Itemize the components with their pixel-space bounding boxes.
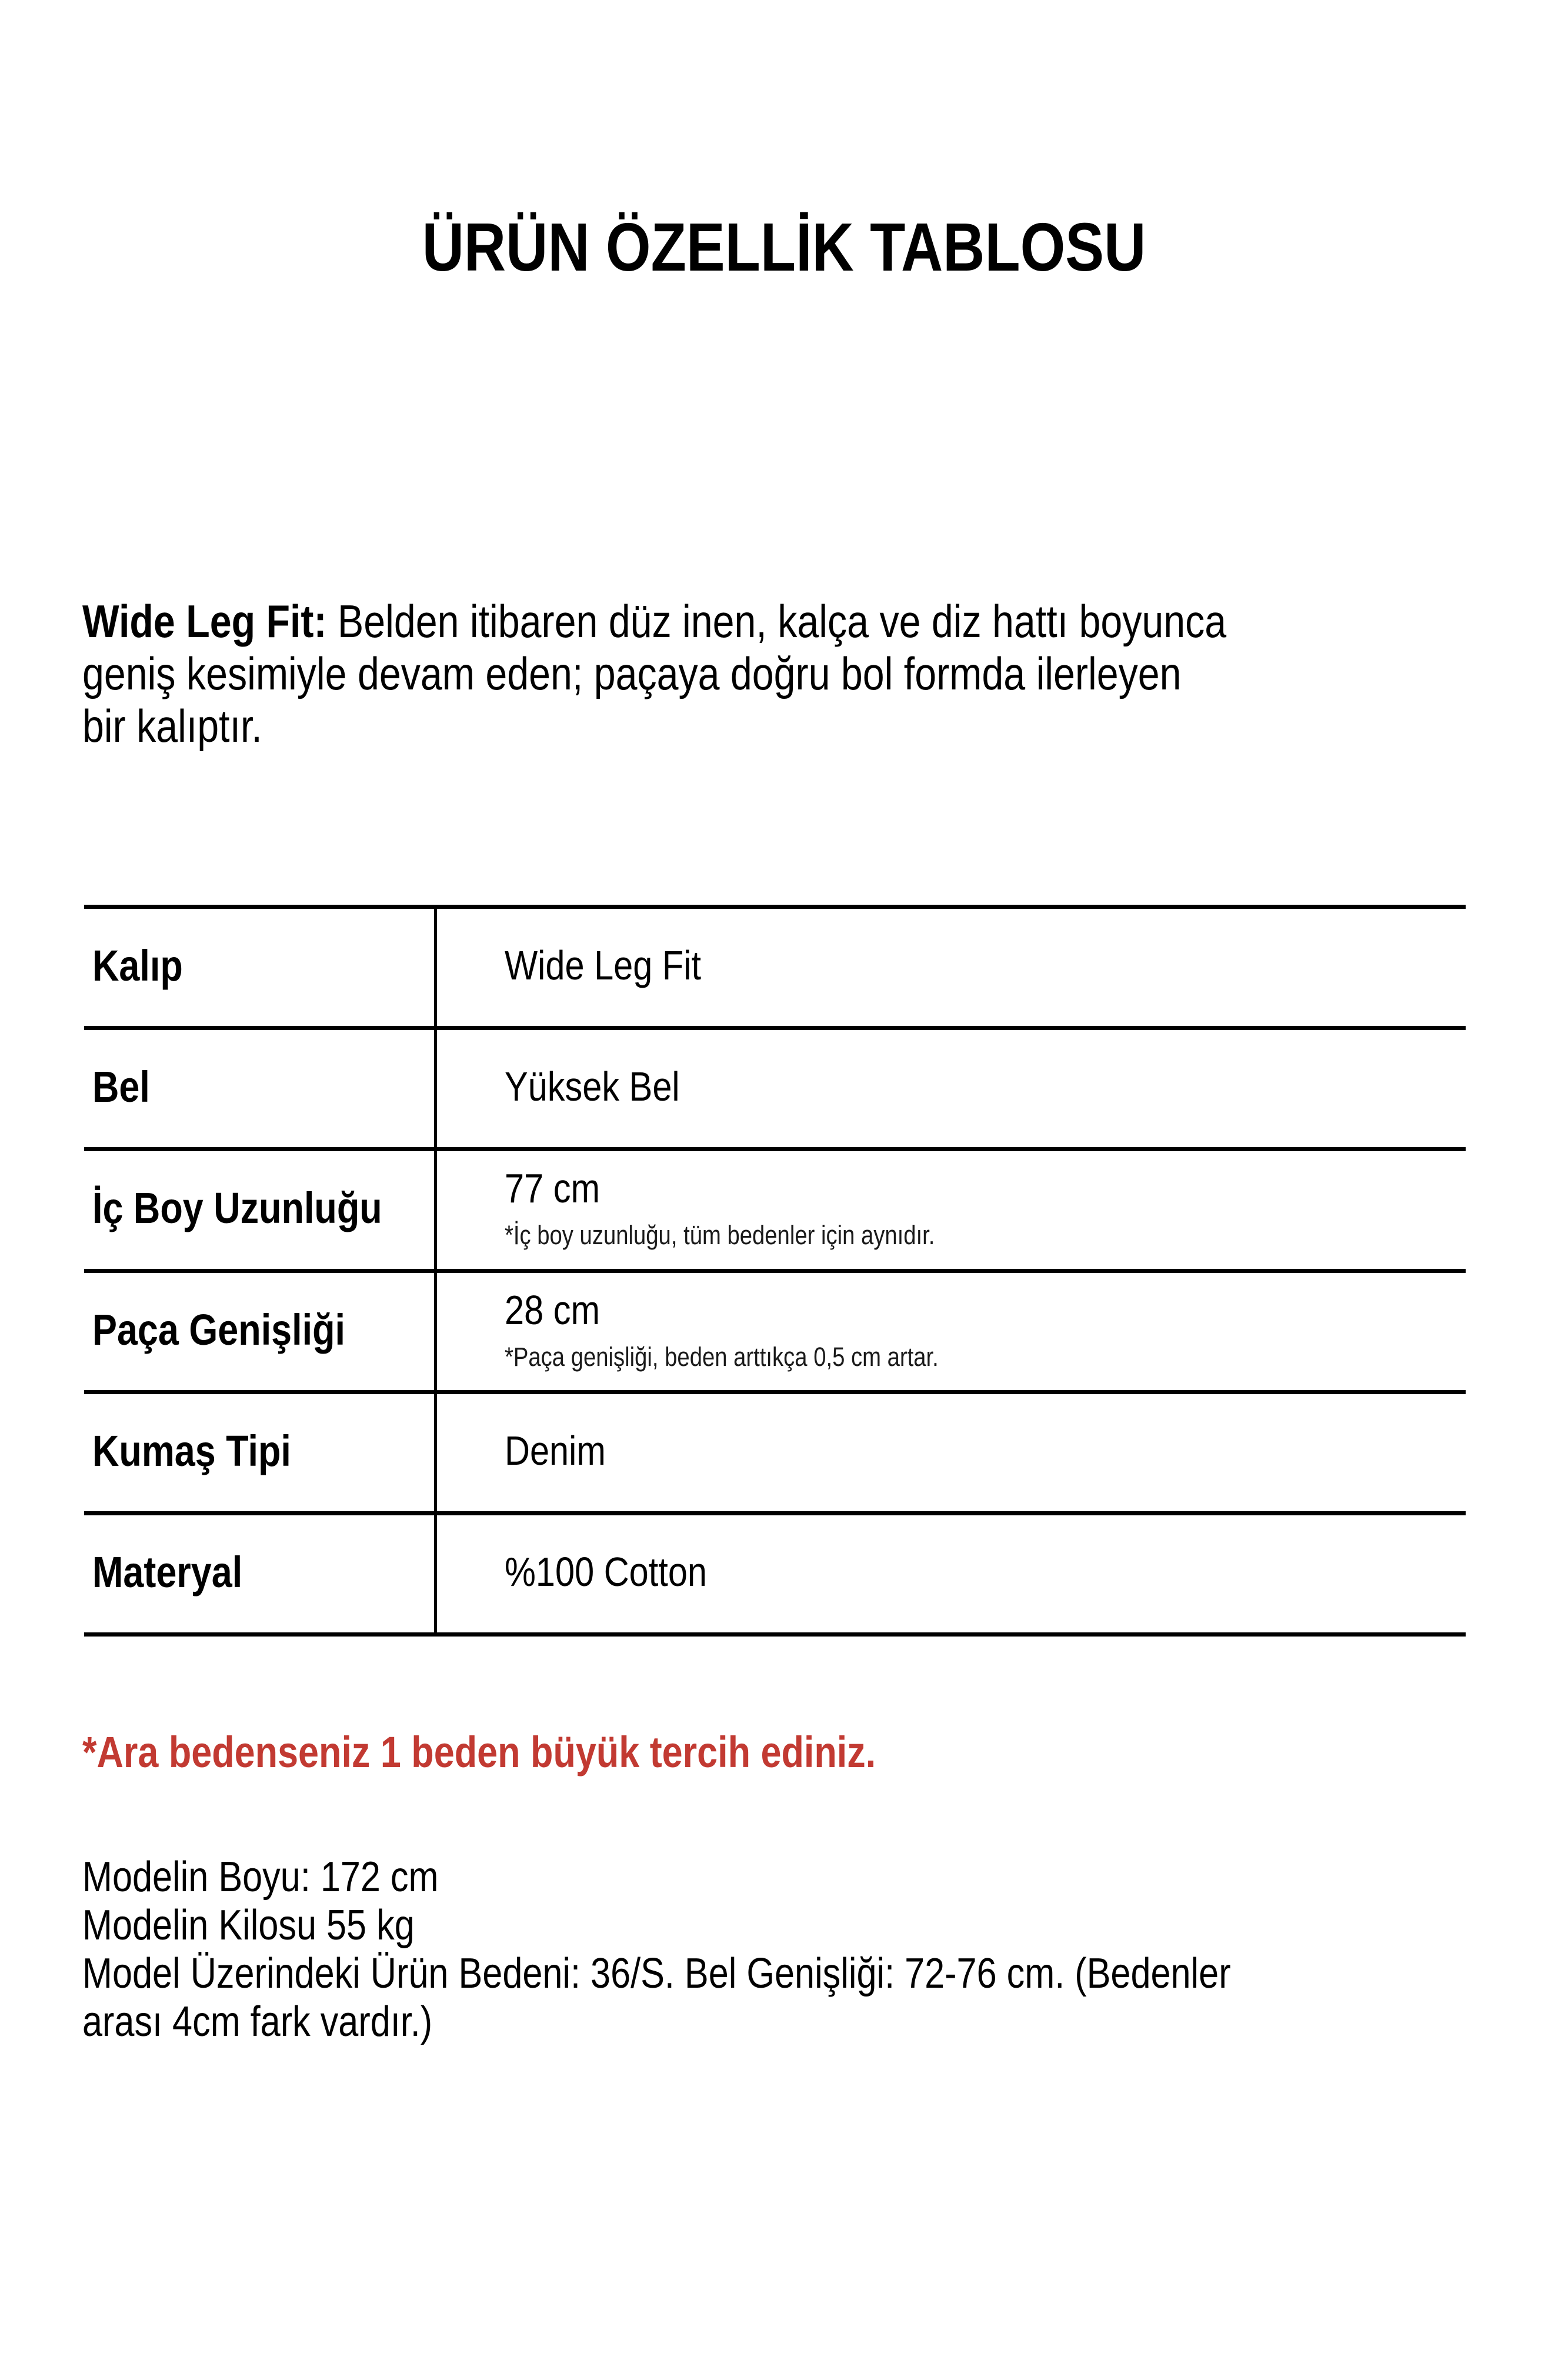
table-row-divider bbox=[84, 1390, 1466, 1394]
page-title: ÜRÜN ÖZELLİK TABLOSU bbox=[422, 208, 1146, 285]
model-info-line: Modelin Boyu: 172 cm bbox=[82, 1854, 439, 1901]
row-value bbox=[434, 1511, 1466, 1632]
fit-description-text: Belden itibaren düz inen, kalça ve diz hattı boyunca bbox=[326, 595, 1227, 647]
row-label bbox=[84, 1026, 434, 1147]
fit-description-line bbox=[82, 595, 1226, 648]
row-label bbox=[84, 1269, 434, 1390]
row-value bbox=[434, 1147, 1466, 1268]
row-value-text: %100 Cotton bbox=[505, 1549, 708, 1595]
row-value-text: Wide Leg Fit bbox=[505, 942, 701, 988]
table-row-divider bbox=[84, 1147, 1466, 1151]
table-row bbox=[84, 905, 1466, 1026]
row-label bbox=[84, 1511, 434, 1632]
table-row-divider bbox=[84, 1026, 1466, 1030]
row-label-text: Bel bbox=[92, 1062, 150, 1111]
table-row bbox=[84, 1390, 1466, 1511]
size-warning-text: *Ara bedenseniz 1 beden büyük tercih ediniz. bbox=[82, 1728, 876, 1777]
model-info-line: Model Üzerindeki Ürün Bedeni: 36/S. Bel Genişliği: 72-76 cm. (Bedenler bbox=[82, 1950, 1231, 1997]
size-warning bbox=[82, 1727, 1016, 1777]
row-value-text: 77 cm bbox=[505, 1165, 600, 1211]
row-note: *Paça genişliği, beden arttıkça 0,5 cm artar. bbox=[505, 1342, 939, 1372]
row-label-text: Kalıp bbox=[92, 941, 183, 990]
row-value-text: Yüksek Bel bbox=[505, 1064, 680, 1109]
row-label bbox=[84, 905, 434, 1026]
table-row-divider bbox=[84, 1511, 1466, 1515]
table-row bbox=[84, 1269, 1466, 1390]
model-info-line: Modelin Kilosu 55 kg bbox=[82, 1902, 415, 1949]
row-value bbox=[434, 1026, 1466, 1147]
model-info-line: arası 4cm fark vardır.) bbox=[82, 1998, 433, 2045]
row-note: *İç boy uzunluğu, tüm bedenler için aynıdır. bbox=[505, 1220, 935, 1250]
table-row bbox=[84, 1511, 1466, 1632]
fit-description bbox=[82, 595, 1428, 752]
row-value bbox=[434, 905, 1466, 1026]
fit-description-line: geniş kesimiyle devam eden; paçaya doğru bol formda ilerleyen bbox=[82, 648, 1182, 699]
table-row bbox=[84, 1026, 1466, 1147]
table-border-top bbox=[84, 905, 1466, 909]
table-row bbox=[84, 1147, 1466, 1268]
row-label-text: Kumaş Tipi bbox=[92, 1426, 291, 1475]
row-value bbox=[434, 1269, 1466, 1390]
row-label-text: İç Boy Uzunluğu bbox=[92, 1183, 382, 1232]
model-info bbox=[82, 1853, 1433, 2046]
table-column-divider bbox=[434, 907, 437, 1635]
row-label-text: Materyal bbox=[92, 1547, 243, 1597]
fit-description-line: bir kalıptır. bbox=[82, 700, 262, 752]
table-border-bottom bbox=[84, 1632, 1466, 1637]
row-value-text: 28 cm bbox=[505, 1287, 600, 1333]
table-row-divider bbox=[84, 1269, 1466, 1273]
row-label-text: Paça Genişliği bbox=[92, 1305, 346, 1354]
row-value-text: Denim bbox=[505, 1428, 606, 1474]
row-label bbox=[84, 1390, 434, 1511]
row-value bbox=[434, 1390, 1466, 1511]
row-label bbox=[84, 1147, 434, 1268]
fit-name-prefix: Wide Leg Fit: bbox=[82, 595, 327, 647]
spec-table bbox=[84, 905, 1466, 1637]
